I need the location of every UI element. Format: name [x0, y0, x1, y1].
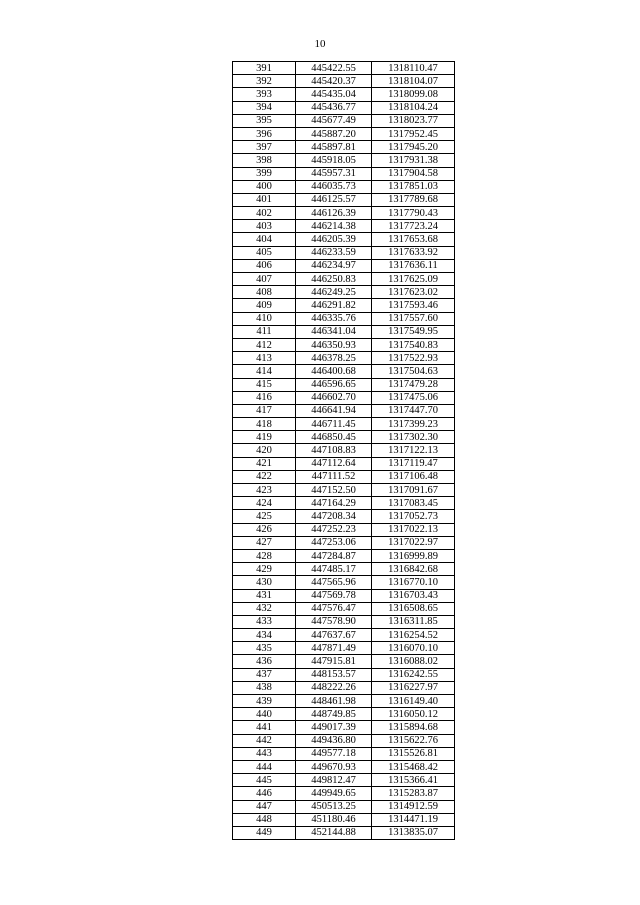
point-number-cell: 413 [233, 352, 296, 365]
x-coordinate-cell: 446035.73 [296, 180, 372, 193]
y-coordinate-cell: 1317122.13 [372, 444, 455, 457]
table-row [233, 141, 455, 154]
x-coordinate-cell: 446596.65 [296, 378, 372, 391]
y-coordinate-cell: 1317475.06 [372, 391, 455, 404]
y-coordinate-cell: 1317851.03 [372, 180, 455, 193]
table-row [233, 246, 455, 259]
y-coordinate-cell: 1316842.68 [372, 563, 455, 576]
point-number-cell: 445 [233, 774, 296, 787]
table-row [233, 418, 455, 431]
x-coordinate-cell: 447565.96 [296, 576, 372, 589]
y-coordinate-cell: 1317022.97 [372, 536, 455, 549]
coordinates-table-body [233, 62, 455, 840]
x-coordinate-cell: 445677.49 [296, 114, 372, 127]
y-coordinate-cell: 1317052.73 [372, 510, 455, 523]
table-row [233, 510, 455, 523]
x-coordinate-cell: 447253.06 [296, 536, 372, 549]
y-coordinate-cell: 1317106.48 [372, 470, 455, 483]
point-number-cell: 407 [233, 273, 296, 286]
x-coordinate-cell: 447485.17 [296, 563, 372, 576]
table-row [233, 497, 455, 510]
point-number-cell: 447 [233, 800, 296, 813]
y-coordinate-cell: 1317022.13 [372, 523, 455, 536]
x-coordinate-cell: 447871.49 [296, 642, 372, 655]
y-coordinate-cell: 1315622.76 [372, 734, 455, 747]
table-row [233, 457, 455, 470]
x-coordinate-cell: 447578.90 [296, 615, 372, 628]
x-coordinate-cell: 447915.81 [296, 655, 372, 668]
table-row [233, 75, 455, 88]
point-number-cell: 394 [233, 101, 296, 114]
x-coordinate-cell: 447164.29 [296, 497, 372, 510]
x-coordinate-cell: 447569.78 [296, 589, 372, 602]
point-number-cell: 408 [233, 286, 296, 299]
x-coordinate-cell: 446602.70 [296, 391, 372, 404]
point-number-cell: 397 [233, 141, 296, 154]
point-number-cell: 438 [233, 681, 296, 694]
point-number-cell: 428 [233, 549, 296, 562]
point-number-cell: 430 [233, 576, 296, 589]
x-coordinate-cell: 449670.93 [296, 760, 372, 773]
x-coordinate-cell: 446341.04 [296, 325, 372, 338]
y-coordinate-cell: 1316227.97 [372, 681, 455, 694]
point-number-cell: 393 [233, 88, 296, 101]
x-coordinate-cell: 446291.82 [296, 299, 372, 312]
x-coordinate-cell: 447284.87 [296, 549, 372, 562]
y-coordinate-cell: 1316070.10 [372, 642, 455, 655]
table-row [233, 299, 455, 312]
x-coordinate-cell: 448749.85 [296, 708, 372, 721]
point-number-cell: 417 [233, 404, 296, 417]
point-number-cell: 404 [233, 233, 296, 246]
x-coordinate-cell: 447637.67 [296, 629, 372, 642]
point-number-cell: 402 [233, 207, 296, 220]
table-row [233, 286, 455, 299]
table-row [233, 484, 455, 497]
point-number-cell: 398 [233, 154, 296, 167]
y-coordinate-cell: 1317504.63 [372, 365, 455, 378]
y-coordinate-cell: 1317540.83 [372, 338, 455, 351]
point-number-cell: 419 [233, 431, 296, 444]
table-row [233, 378, 455, 391]
table-row [233, 259, 455, 272]
point-number-cell: 406 [233, 259, 296, 272]
y-coordinate-cell: 1318110.47 [372, 62, 455, 75]
table-row [233, 273, 455, 286]
y-coordinate-cell: 1316703.43 [372, 589, 455, 602]
point-number-cell: 439 [233, 695, 296, 708]
point-number-cell: 418 [233, 418, 296, 431]
x-coordinate-cell: 449577.18 [296, 747, 372, 760]
y-coordinate-cell: 1315283.87 [372, 787, 455, 800]
table-row [233, 615, 455, 628]
x-coordinate-cell: 446711.45 [296, 418, 372, 431]
y-coordinate-cell: 1316149.40 [372, 695, 455, 708]
point-number-cell: 449 [233, 826, 296, 839]
y-coordinate-cell: 1318104.07 [372, 75, 455, 88]
x-coordinate-cell: 446850.45 [296, 431, 372, 444]
table-row [233, 563, 455, 576]
table-row [233, 62, 455, 75]
table-row [233, 760, 455, 773]
point-number-cell: 409 [233, 299, 296, 312]
y-coordinate-cell: 1315468.42 [372, 760, 455, 773]
point-number-cell: 416 [233, 391, 296, 404]
y-coordinate-cell: 1314912.59 [372, 800, 455, 813]
point-number-cell: 424 [233, 497, 296, 510]
point-number-cell: 444 [233, 760, 296, 773]
point-number-cell: 396 [233, 127, 296, 140]
point-number-cell: 400 [233, 180, 296, 193]
table-row [233, 826, 455, 839]
x-coordinate-cell: 447152.50 [296, 484, 372, 497]
point-number-cell: 431 [233, 589, 296, 602]
y-coordinate-cell: 1317952.45 [372, 127, 455, 140]
table-row [233, 813, 455, 826]
table-row [233, 734, 455, 747]
x-coordinate-cell: 446125.57 [296, 193, 372, 206]
page-number: 10 [314, 38, 326, 50]
point-number-cell: 421 [233, 457, 296, 470]
point-number-cell: 403 [233, 220, 296, 233]
y-coordinate-cell: 1317302.30 [372, 431, 455, 444]
x-coordinate-cell: 451180.46 [296, 813, 372, 826]
point-number-cell: 441 [233, 721, 296, 734]
y-coordinate-cell: 1317549.95 [372, 325, 455, 338]
table-row [233, 523, 455, 536]
table-row [233, 338, 455, 351]
point-number-cell: 391 [233, 62, 296, 75]
x-coordinate-cell: 447111.52 [296, 470, 372, 483]
x-coordinate-cell: 445887.20 [296, 127, 372, 140]
table-row [233, 88, 455, 101]
y-coordinate-cell: 1316311.85 [372, 615, 455, 628]
table-row [233, 800, 455, 813]
x-coordinate-cell: 448153.57 [296, 668, 372, 681]
y-coordinate-cell: 1315894.68 [372, 721, 455, 734]
table-row [233, 695, 455, 708]
y-coordinate-cell: 1317623.02 [372, 286, 455, 299]
table-row [233, 655, 455, 668]
y-coordinate-cell: 1317479.28 [372, 378, 455, 391]
table-row [233, 352, 455, 365]
point-number-cell: 427 [233, 536, 296, 549]
x-coordinate-cell: 448222.26 [296, 681, 372, 694]
point-number-cell: 392 [233, 75, 296, 88]
point-number-cell: 420 [233, 444, 296, 457]
y-coordinate-cell: 1318104.24 [372, 101, 455, 114]
point-number-cell: 411 [233, 325, 296, 338]
x-coordinate-cell: 446378.25 [296, 352, 372, 365]
y-coordinate-cell: 1317653.68 [372, 233, 455, 246]
x-coordinate-cell: 449436.80 [296, 734, 372, 747]
y-coordinate-cell: 1313835.07 [372, 826, 455, 839]
table-row [233, 391, 455, 404]
point-number-cell: 401 [233, 193, 296, 206]
y-coordinate-cell: 1317789.68 [372, 193, 455, 206]
x-coordinate-cell: 452144.88 [296, 826, 372, 839]
y-coordinate-cell: 1317904.58 [372, 167, 455, 180]
y-coordinate-cell: 1316254.52 [372, 629, 455, 642]
coordinates-table [232, 61, 455, 840]
table-row [233, 721, 455, 734]
x-coordinate-cell: 447576.47 [296, 602, 372, 615]
table-row [233, 365, 455, 378]
table-row [233, 193, 455, 206]
point-number-cell: 443 [233, 747, 296, 760]
point-number-cell: 434 [233, 629, 296, 642]
table-row [233, 431, 455, 444]
table-row [233, 220, 455, 233]
table-row [233, 114, 455, 127]
x-coordinate-cell: 449949.65 [296, 787, 372, 800]
x-coordinate-cell: 447208.34 [296, 510, 372, 523]
point-number-cell: 440 [233, 708, 296, 721]
point-number-cell: 436 [233, 655, 296, 668]
point-number-cell: 399 [233, 167, 296, 180]
y-coordinate-cell: 1317522.93 [372, 352, 455, 365]
table-row [233, 681, 455, 694]
x-coordinate-cell: 445918.05 [296, 154, 372, 167]
x-coordinate-cell: 446641.94 [296, 404, 372, 417]
y-coordinate-cell: 1316088.02 [372, 655, 455, 668]
x-coordinate-cell: 447108.83 [296, 444, 372, 457]
y-coordinate-cell: 1317636.11 [372, 259, 455, 272]
point-number-cell: 437 [233, 668, 296, 681]
y-coordinate-cell: 1317633.92 [372, 246, 455, 259]
x-coordinate-cell: 446233.59 [296, 246, 372, 259]
x-coordinate-cell: 446335.76 [296, 312, 372, 325]
y-coordinate-cell: 1317119.47 [372, 457, 455, 470]
x-coordinate-cell: 448461.98 [296, 695, 372, 708]
table-row [233, 642, 455, 655]
y-coordinate-cell: 1317790.43 [372, 207, 455, 220]
x-coordinate-cell: 446126.39 [296, 207, 372, 220]
x-coordinate-cell: 445435.04 [296, 88, 372, 101]
table-row [233, 787, 455, 800]
table-row [233, 602, 455, 615]
x-coordinate-cell: 445436.77 [296, 101, 372, 114]
table-row [233, 549, 455, 562]
table-row [233, 774, 455, 787]
y-coordinate-cell: 1316999.89 [372, 549, 455, 562]
y-coordinate-cell: 1315526.81 [372, 747, 455, 760]
y-coordinate-cell: 1317931.38 [372, 154, 455, 167]
table-row [233, 629, 455, 642]
table-row [233, 470, 455, 483]
x-coordinate-cell: 445420.37 [296, 75, 372, 88]
x-coordinate-cell: 446205.39 [296, 233, 372, 246]
point-number-cell: 442 [233, 734, 296, 747]
y-coordinate-cell: 1317723.24 [372, 220, 455, 233]
point-number-cell: 425 [233, 510, 296, 523]
y-coordinate-cell: 1317399.23 [372, 418, 455, 431]
y-coordinate-cell: 1317945.20 [372, 141, 455, 154]
y-coordinate-cell: 1318099.08 [372, 88, 455, 101]
point-number-cell: 446 [233, 787, 296, 800]
point-number-cell: 415 [233, 378, 296, 391]
point-number-cell: 432 [233, 602, 296, 615]
table-row [233, 180, 455, 193]
point-number-cell: 429 [233, 563, 296, 576]
y-coordinate-cell: 1317083.45 [372, 497, 455, 510]
point-number-cell: 423 [233, 484, 296, 497]
y-coordinate-cell: 1317593.46 [372, 299, 455, 312]
table-row [233, 536, 455, 549]
y-coordinate-cell: 1317447.70 [372, 404, 455, 417]
y-coordinate-cell: 1318023.77 [372, 114, 455, 127]
x-coordinate-cell: 447112.64 [296, 457, 372, 470]
point-number-cell: 422 [233, 470, 296, 483]
table-row [233, 233, 455, 246]
x-coordinate-cell: 447252.23 [296, 523, 372, 536]
point-number-cell: 448 [233, 813, 296, 826]
x-coordinate-cell: 445957.31 [296, 167, 372, 180]
table-row [233, 207, 455, 220]
table-row [233, 154, 455, 167]
x-coordinate-cell: 449812.47 [296, 774, 372, 787]
table-row [233, 589, 455, 602]
table-row [233, 747, 455, 760]
y-coordinate-cell: 1317091.67 [372, 484, 455, 497]
y-coordinate-cell: 1316508.65 [372, 602, 455, 615]
table-row [233, 444, 455, 457]
point-number-cell: 395 [233, 114, 296, 127]
table-row [233, 101, 455, 114]
table-row [233, 312, 455, 325]
point-number-cell: 414 [233, 365, 296, 378]
table-row [233, 325, 455, 338]
x-coordinate-cell: 446234.97 [296, 259, 372, 272]
point-number-cell: 435 [233, 642, 296, 655]
table-row [233, 404, 455, 417]
point-number-cell: 426 [233, 523, 296, 536]
y-coordinate-cell: 1317557.60 [372, 312, 455, 325]
x-coordinate-cell: 445422.55 [296, 62, 372, 75]
y-coordinate-cell: 1314471.19 [372, 813, 455, 826]
x-coordinate-cell: 445897.81 [296, 141, 372, 154]
point-number-cell: 412 [233, 338, 296, 351]
x-coordinate-cell: 446350.93 [296, 338, 372, 351]
x-coordinate-cell: 446249.25 [296, 286, 372, 299]
y-coordinate-cell: 1316050.12 [372, 708, 455, 721]
point-number-cell: 405 [233, 246, 296, 259]
table-row [233, 668, 455, 681]
y-coordinate-cell: 1316242.55 [372, 668, 455, 681]
x-coordinate-cell: 450513.25 [296, 800, 372, 813]
x-coordinate-cell: 446250.83 [296, 273, 372, 286]
table-row [233, 127, 455, 140]
y-coordinate-cell: 1317625.09 [372, 273, 455, 286]
table-row [233, 708, 455, 721]
x-coordinate-cell: 449017.39 [296, 721, 372, 734]
y-coordinate-cell: 1315366.41 [372, 774, 455, 787]
table-row [233, 167, 455, 180]
x-coordinate-cell: 446214.38 [296, 220, 372, 233]
y-coordinate-cell: 1316770.10 [372, 576, 455, 589]
table-row [233, 576, 455, 589]
point-number-cell: 433 [233, 615, 296, 628]
point-number-cell: 410 [233, 312, 296, 325]
x-coordinate-cell: 446400.68 [296, 365, 372, 378]
